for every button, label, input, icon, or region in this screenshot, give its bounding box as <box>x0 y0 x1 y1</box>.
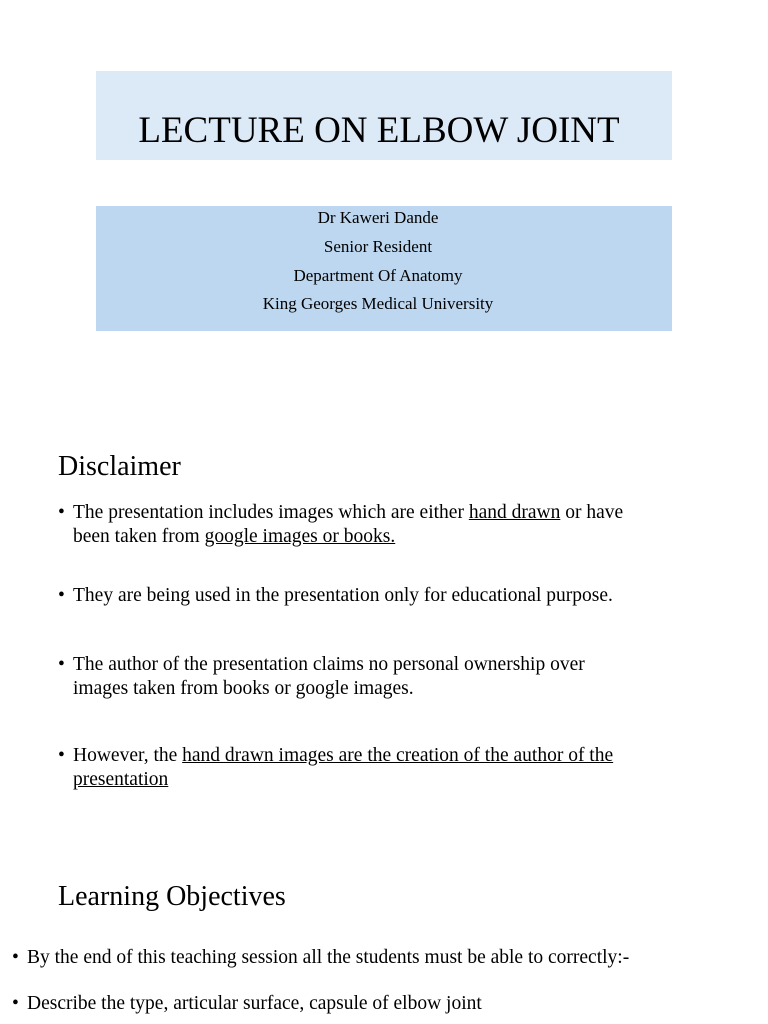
bullet-icon: • <box>58 585 65 606</box>
objectives-heading: Learning Objectives <box>58 881 286 912</box>
bullet-icon: • <box>12 947 19 968</box>
disclaimer-bullet-4: • However, the hand drawn images are the creation of the author of the presentation <box>58 745 614 790</box>
bullet-icon: • <box>12 993 19 1014</box>
author-banner <box>96 206 672 331</box>
presentation-text: presentation <box>73 769 169 790</box>
objective-item-1: • By the end of this teaching session all the students must be able to correctly:- <box>12 947 630 968</box>
author-name: Dr Kaweri Dande <box>317 208 439 227</box>
author-department: Department Of Anatomy <box>293 266 463 285</box>
author-institution: King Georges Medical University <box>262 294 494 313</box>
hand-drawn-text: hand drawn <box>468 502 561 523</box>
disclaimer-heading: Disclaimer <box>58 451 181 482</box>
disclaimer-bullet-2: • They are being used in the presentation only for educational purpose. <box>58 585 613 606</box>
bullet-icon: • <box>58 502 65 523</box>
google-images-books-text: google images or books. <box>204 526 396 547</box>
objective-item-2: • Describe the type, articular surface, capsule of elbow joint <box>12 993 482 1014</box>
bullet-icon: • <box>58 654 65 675</box>
page-title: LECTURE ON ELBOW JOINT <box>138 110 620 151</box>
hand-drawn-images-text: hand drawn images are the creation of the author of the <box>182 745 614 766</box>
bullet-icon: • <box>58 745 65 766</box>
disclaimer-bullet-3: • The author of the presentation claims no personal ownership over images taken from books or google images. <box>58 654 585 699</box>
title-banner <box>96 71 672 160</box>
disclaimer-bullet-1: • The presentation includes images which are either hand drawn or have been taken from google images or books. <box>58 502 624 547</box>
author-position: Senior Resident <box>323 237 433 256</box>
